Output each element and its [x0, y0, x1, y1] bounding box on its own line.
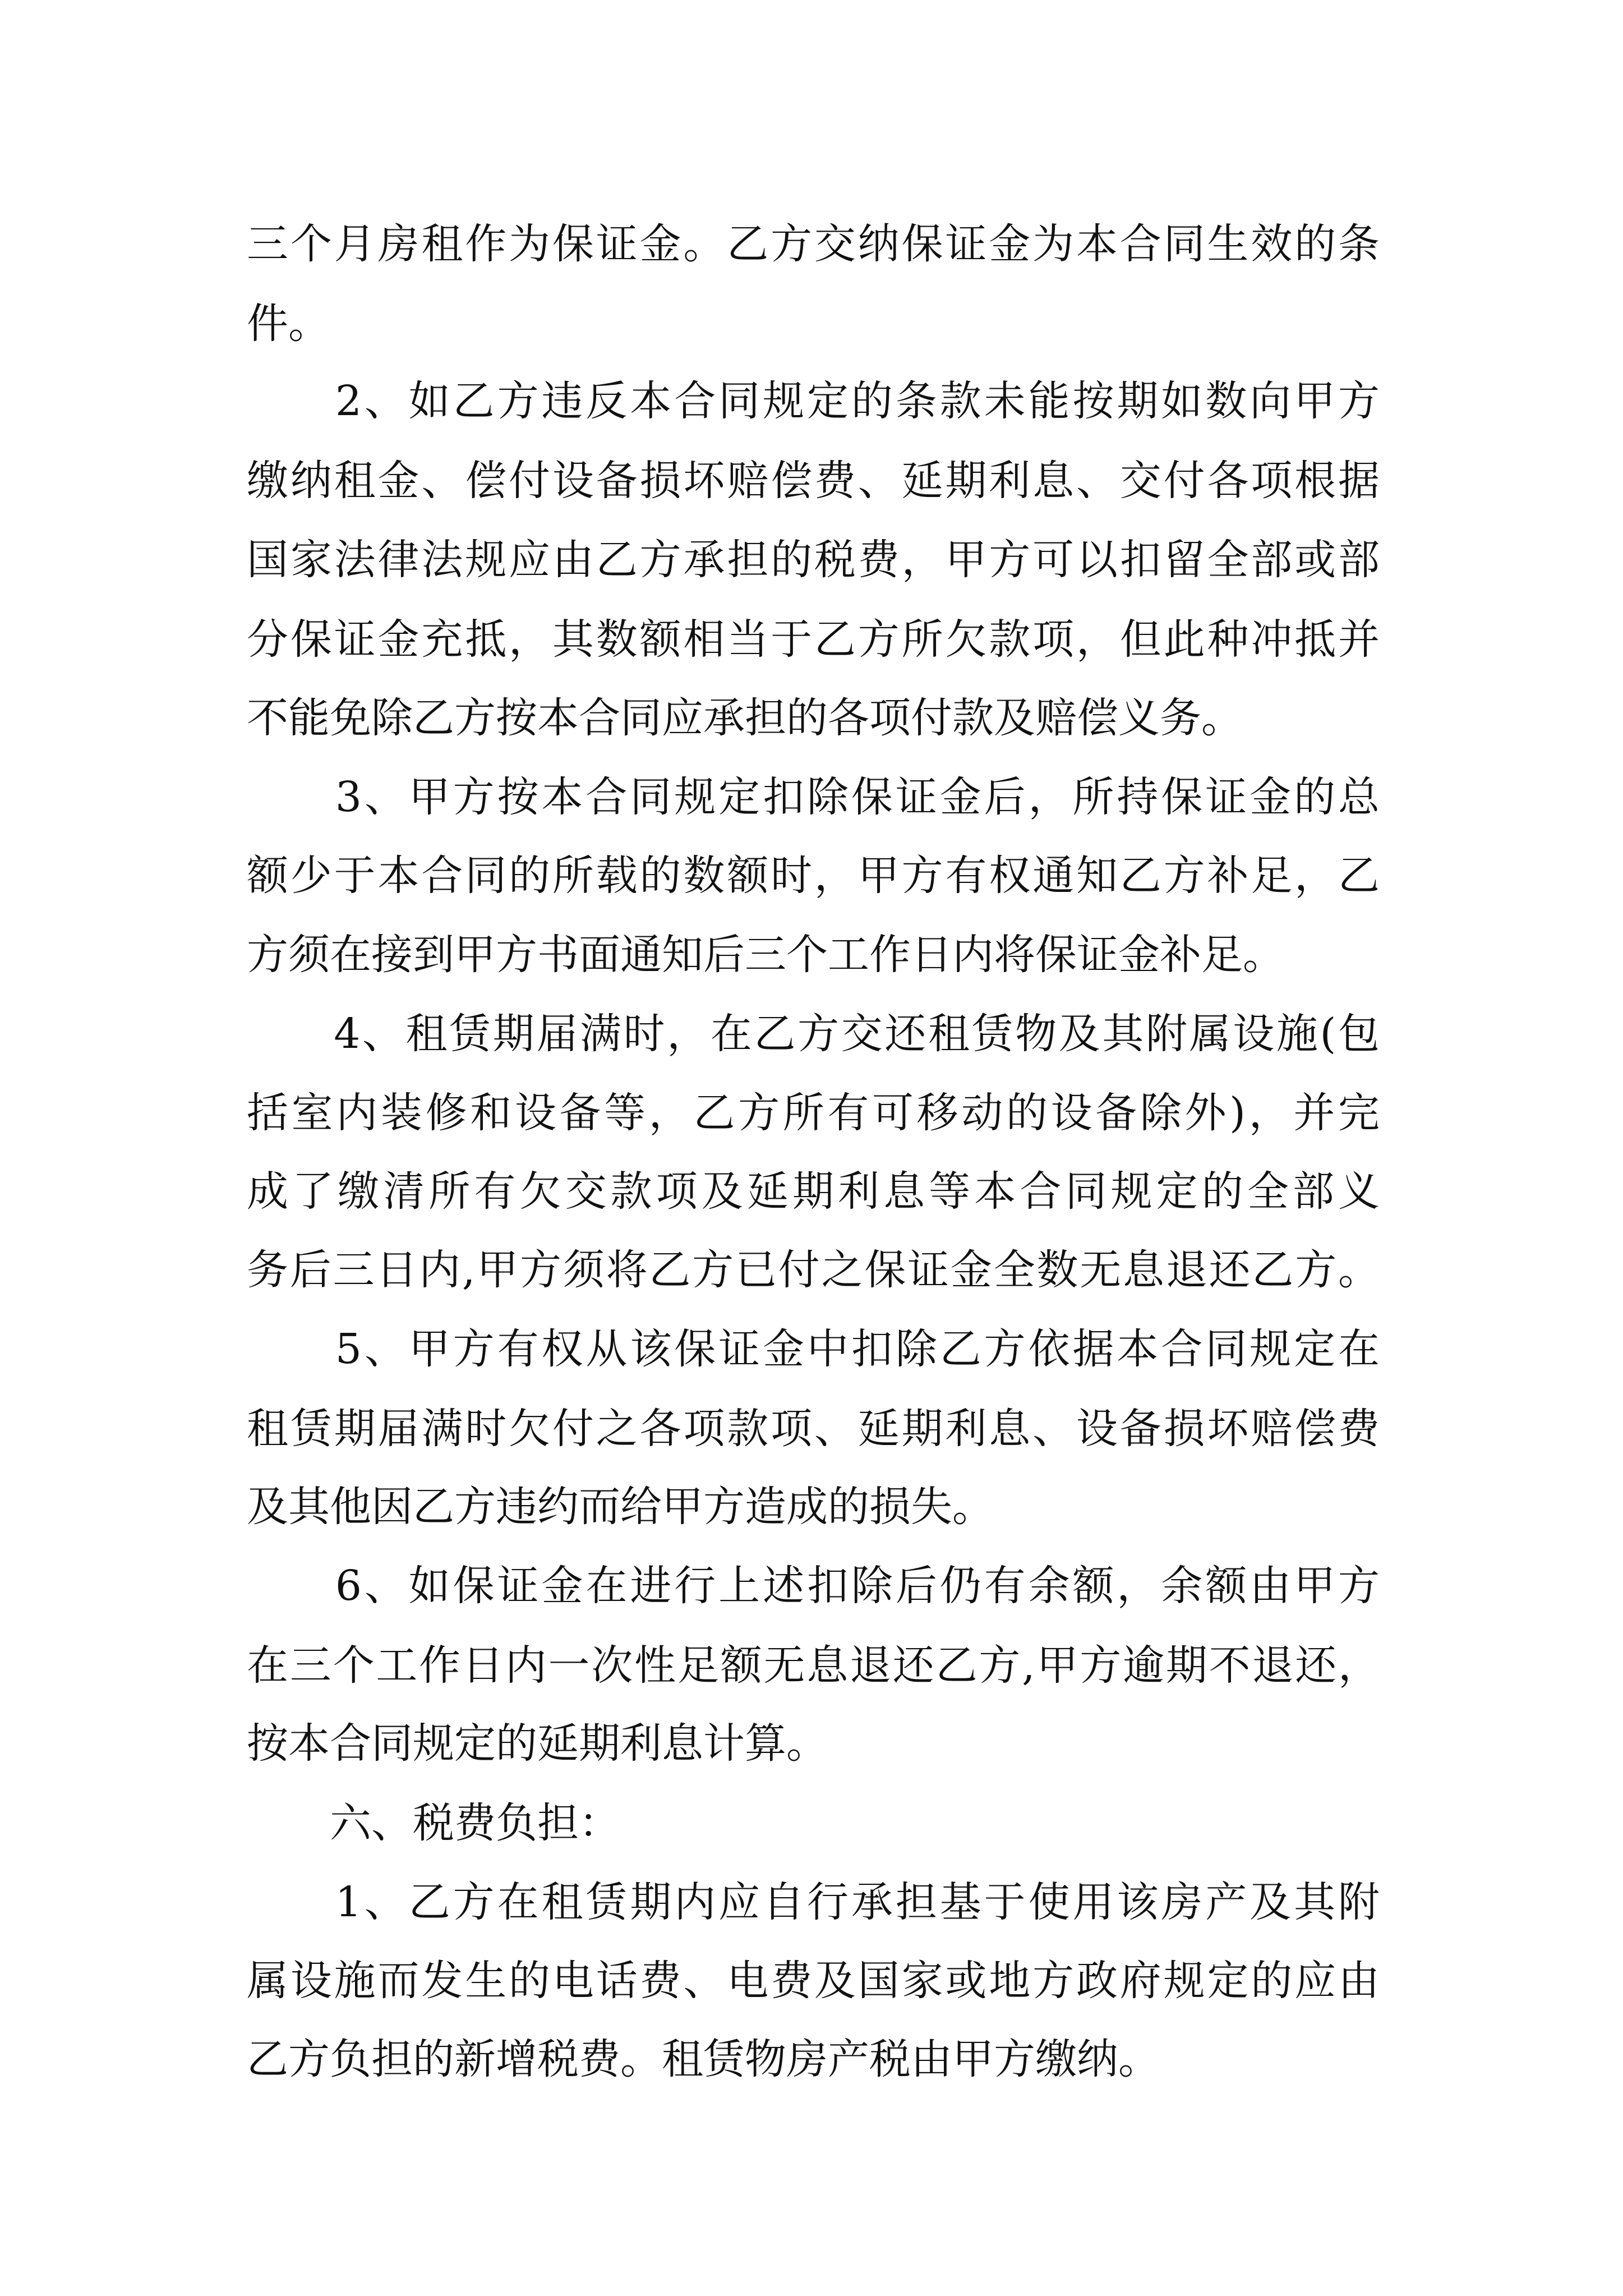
- text-line-15: 5、甲方有权从该保证金中扣除乙方依据本合同规定在: [247, 1325, 1380, 1373]
- text-line-6: 分保证金充抵，其数额相当于乙方所欠款项，但此种冲抵并: [247, 615, 1380, 664]
- text-line-20: 按本合同规定的延期利息计算。: [247, 1719, 828, 1768]
- text-line-13: 成了缴清所有欠交款项及延期利息等本合同规定的全部义: [247, 1167, 1380, 1216]
- text-line-11: 4、租赁期届满时，在乙方交还租赁物及其附属设施(包: [247, 1010, 1380, 1058]
- text-line-1: 三个月房租作为保证金。乙方交纳保证金为本合同生效的条: [247, 220, 1380, 268]
- text-line-7: 不能免除乙方按本合同应承担的各项付款及赔偿义务。: [247, 694, 1243, 742]
- text-line-9: 额少于本合同的所载的数额时，甲方有权通知乙方补足，乙: [247, 852, 1380, 900]
- text-line-14: 务后三日内,甲方须将乙方已付之保证金全数无息退还乙方。: [247, 1246, 1380, 1294]
- text-line-17: 及其他因乙方违约而给甲方造成的损失。: [247, 1483, 994, 1531]
- text-line-24: 乙方负担的新增税费。租赁物房产税由甲方缴纳。: [247, 2035, 1160, 2083]
- text-line-19: 在三个工作日内一次性足额无息退还乙方,甲方逾期不退还，: [247, 1641, 1380, 1690]
- text-line-8: 3、甲方按本合同规定扣除保证金后，所持保证金的总: [247, 773, 1380, 821]
- text-line-10: 方须在接到甲方书面通知后三个工作日内将保证金补足。: [247, 931, 1284, 979]
- text-line-12: 括室内装修和设备等，乙方所有可移动的设备除外)，并完: [247, 1089, 1380, 1137]
- text-line-2: 件。: [247, 300, 330, 348]
- text-line-4: 缴纳租金、偿付设备损坏赔偿费、延期利息、交付各项根据: [247, 457, 1380, 505]
- text-line-5: 国家法律法规应由乙方承担的税费，甲方可以扣留全部或部: [247, 536, 1380, 584]
- text-line-16: 租赁期届满时欠付之各项款项、延期利息、设备损坏赔偿费: [247, 1405, 1380, 1453]
- text-line-18: 6、如保证金在进行上述扣除后仍有余额，余额由甲方: [247, 1562, 1380, 1610]
- text-line-22: 1、乙方在租赁期内应自行承担基于使用该房产及其附: [247, 1878, 1380, 1926]
- text-line-3: 2、如乙方违反本合同规定的条款未能按期如数向甲方: [247, 377, 1380, 425]
- text-line-21: 六、税费负担：: [247, 1799, 620, 1847]
- text-line-23: 属设施而发生的电话费、电费及国家或地方政府规定的应由: [247, 1957, 1380, 2005]
